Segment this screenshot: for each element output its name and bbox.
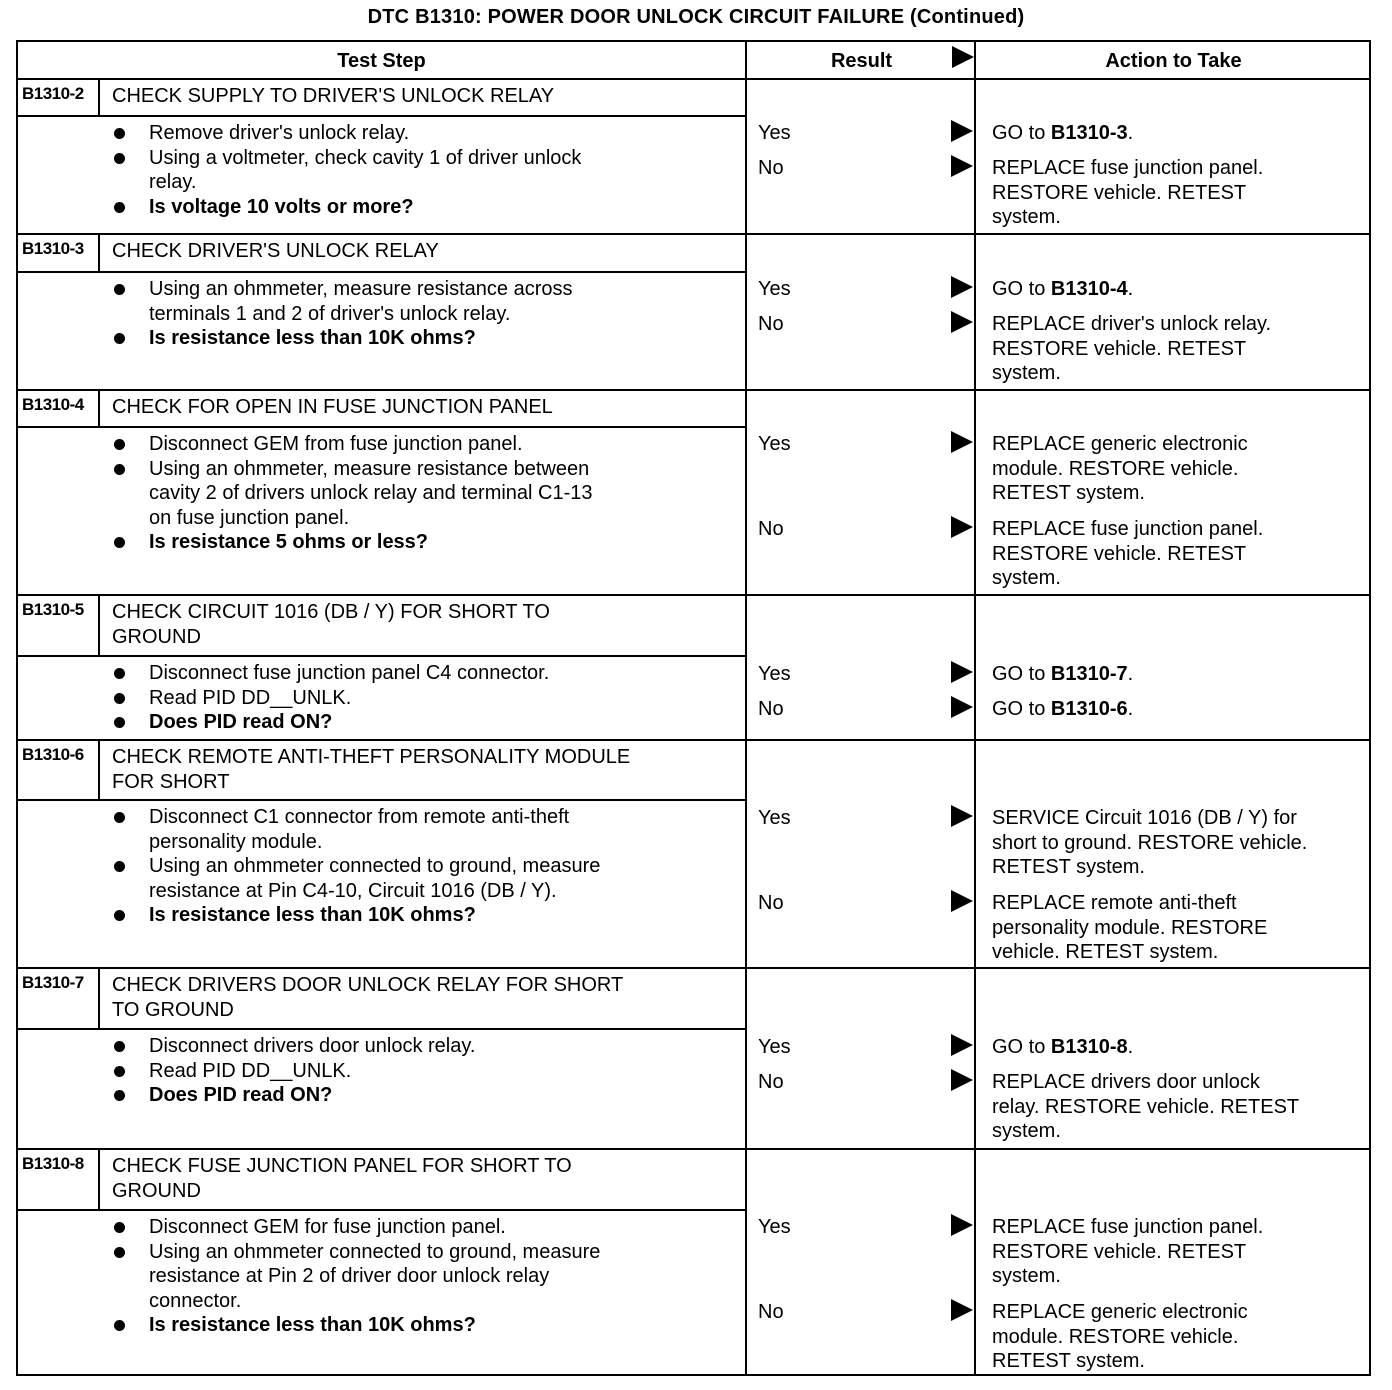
result-no: No [758, 518, 784, 540]
result-arrow-icon [951, 805, 973, 827]
step-divider [18, 233, 1369, 235]
result-yes: Yes [758, 278, 791, 300]
action-text: REPLACE fuse junction panel. [992, 157, 1264, 179]
step-heading: CHECK SUPPLY TO DRIVER'S UNLOCK RELAY [112, 85, 555, 107]
bullet-icon [114, 1041, 125, 1052]
bullet-icon [114, 284, 125, 295]
action-text: module. RESTORE vehicle. [992, 1325, 1239, 1348]
action-goto [992, 697, 1133, 722]
test-question: Is resistance less than 10K ohms? [149, 904, 476, 926]
result-arrow-icon [951, 661, 973, 683]
step-divider [18, 389, 1369, 391]
test-instruction: personality module. [149, 830, 323, 853]
bullet-icon [114, 1066, 125, 1077]
action-step-ref: B1310-3 [1050, 122, 1128, 144]
result-arrow-icon [951, 1299, 973, 1321]
result-yes: Yes [758, 433, 791, 455]
result-yes: Yes [758, 807, 791, 829]
action-text: RESTORE vehicle. RETEST [992, 337, 1247, 360]
step-heading: CHECK FOR OPEN IN FUSE JUNCTION PANEL [112, 396, 553, 418]
bullet-icon [114, 537, 125, 548]
result-no: No [758, 1071, 784, 1093]
test-question: Is resistance less than 10K ohms? [149, 327, 476, 349]
step-heading-divider [18, 655, 745, 657]
step-id-divider [98, 78, 100, 115]
header-divider [18, 78, 1369, 80]
action-goto [992, 277, 1133, 302]
action-text: REPLACE driver's unlock relay. [992, 313, 1272, 335]
bullet-icon [114, 333, 125, 344]
header-action: Action to Take [1105, 50, 1242, 72]
test-instruction: Using an ohmmeter connected to ground, measure [149, 855, 601, 877]
step-id: B1310-8 [22, 1154, 84, 1173]
step-heading: GROUND [112, 625, 201, 648]
header-test-step: Test Step [337, 50, 426, 72]
action-text: REPLACE drivers door unlock [992, 1071, 1260, 1093]
result-no: No [758, 313, 784, 335]
action-text: short to ground. RESTORE vehicle. [992, 831, 1308, 854]
test-question: Is voltage 10 volts or more? [149, 195, 414, 218]
header-arrow-icon [952, 46, 974, 68]
step-id: B1310-3 [22, 239, 84, 258]
action-prefix: GO to [992, 122, 1051, 144]
bullet-icon [114, 464, 125, 475]
step-divider [18, 739, 1369, 741]
step-id: B1310-6 [22, 745, 84, 764]
action-goto [992, 662, 1133, 687]
test-instruction: Using an ohmmeter, measure resistance between [149, 457, 590, 480]
step-id: B1310-4 [22, 395, 84, 414]
result-no: No [758, 157, 784, 179]
action-step-ref: B1310-4 [1050, 278, 1128, 300]
step-id-divider [98, 594, 100, 655]
test-instruction: relay. [149, 171, 197, 193]
action-text: REPLACE fuse junction panel. [992, 518, 1264, 540]
step-divider [18, 967, 1369, 969]
test-instruction: on fuse junction panel. [149, 506, 350, 529]
test-question: Does PID read ON? [149, 711, 333, 733]
action-text: system. [992, 362, 1061, 384]
step-heading: CHECK CIRCUIT 1016 (DB / Y) FOR SHORT TO [112, 601, 550, 623]
test-instruction: Disconnect drivers door unlock relay. [149, 1035, 476, 1057]
bullet-icon [114, 910, 125, 921]
step-heading-divider [18, 426, 745, 428]
test-question: Is resistance 5 ohms or less? [149, 531, 429, 553]
bullet-icon [114, 1222, 125, 1233]
step-heading-divider [18, 115, 745, 117]
step-heading-divider [18, 1209, 745, 1211]
bullet-icon [114, 1090, 125, 1101]
bullet-icon [114, 668, 125, 679]
action-prefix: GO to [992, 1036, 1051, 1058]
test-instruction: connector. [149, 1289, 242, 1312]
step-id-divider [98, 233, 100, 271]
bullet-icon [114, 812, 125, 823]
action-text: relay. RESTORE vehicle. RETEST [992, 1095, 1300, 1118]
step-heading: TO GROUND [112, 998, 234, 1021]
step-heading: FOR SHORT [112, 770, 230, 793]
step-id-divider [98, 739, 100, 799]
result-arrow-icon [951, 1214, 973, 1236]
step-id: B1310-2 [22, 84, 84, 103]
step-heading: GROUND [112, 1179, 201, 1202]
result-column-divider [745, 42, 747, 1376]
result-arrow-icon [951, 155, 973, 177]
action-column-divider [974, 42, 976, 1376]
action-prefix: GO to [992, 698, 1051, 720]
test-instruction: Disconnect C1 connector from remote anti-theft [149, 806, 570, 828]
result-arrow-icon [951, 276, 973, 298]
test-question: Does PID read ON? [149, 1084, 333, 1106]
action-suffix: . [1127, 278, 1134, 300]
action-text: REPLACE remote anti-theft [992, 892, 1237, 914]
step-heading: CHECK FUSE JUNCTION PANEL FOR SHORT TO [112, 1155, 572, 1177]
result-yes: Yes [758, 1216, 791, 1238]
result-arrow-icon [951, 120, 973, 142]
action-text: RESTORE vehicle. RETEST [992, 181, 1247, 204]
test-instruction: terminals 1 and 2 of driver's unlock relay. [149, 302, 511, 325]
bullet-icon [114, 1247, 125, 1258]
action-text: module. RESTORE vehicle. [992, 457, 1239, 480]
action-goto [992, 1035, 1133, 1060]
result-yes: Yes [758, 663, 791, 685]
action-step-ref: B1310-6 [1050, 698, 1128, 720]
action-text: RETEST system. [992, 856, 1145, 878]
action-step-ref: B1310-8 [1050, 1036, 1128, 1058]
bullet-icon [114, 153, 125, 164]
step-id-divider [98, 967, 100, 1028]
step-heading-divider [18, 799, 745, 801]
test-instruction: Using an ohmmeter connected to ground, measure [149, 1240, 601, 1263]
bullet-icon [114, 717, 125, 728]
action-goto [992, 121, 1133, 146]
step-heading: CHECK DRIVER'S UNLOCK RELAY [112, 240, 439, 262]
result-arrow-icon [951, 311, 973, 333]
action-text: system. [992, 567, 1061, 589]
action-step-ref: B1310-7 [1050, 663, 1128, 685]
result-no: No [758, 892, 784, 914]
action-text: vehicle. RETEST system. [992, 941, 1219, 963]
step-id: B1310-7 [22, 973, 84, 992]
header-result: Result [830, 50, 893, 72]
step-heading-divider [18, 1028, 745, 1030]
action-prefix: GO to [992, 278, 1051, 300]
result-arrow-icon [951, 696, 973, 718]
action-text: REPLACE fuse junction panel. [992, 1216, 1264, 1238]
step-id-divider [98, 389, 100, 426]
action-text: RESTORE vehicle. RETEST [992, 1240, 1247, 1263]
bullet-icon [114, 439, 125, 450]
result-yes: Yes [758, 122, 791, 144]
bullet-icon [114, 861, 125, 872]
test-instruction: Using a voltmeter, check cavity 1 of driver unlock [149, 146, 582, 169]
step-id-divider [98, 1148, 100, 1209]
diagnostic-table [16, 40, 1371, 1376]
result-arrow-icon [951, 431, 973, 453]
action-suffix: . [1127, 122, 1134, 144]
action-text: system. [992, 1120, 1061, 1142]
result-arrow-icon [951, 1069, 973, 1091]
test-instruction: resistance at Pin 2 of driver door unlock relay [149, 1265, 550, 1287]
bullet-icon [114, 128, 125, 139]
result-arrow-icon [951, 890, 973, 912]
result-no: No [758, 698, 784, 720]
action-text: system. [992, 206, 1061, 228]
test-question: Is resistance less than 10K ohms? [149, 1314, 476, 1336]
step-id: B1310-5 [22, 600, 84, 619]
result-arrow-icon [951, 1034, 973, 1056]
result-no: No [758, 1301, 784, 1323]
test-instruction: Disconnect GEM from fuse junction panel. [149, 433, 523, 455]
test-instruction: Read PID DD__UNLK. [149, 686, 352, 709]
action-suffix: . [1127, 663, 1134, 685]
test-instruction: Disconnect GEM for fuse junction panel. [149, 1216, 506, 1238]
action-text: RETEST system. [992, 1350, 1145, 1372]
action-text: REPLACE generic electronic [992, 433, 1248, 455]
bullet-icon [114, 693, 125, 704]
bullet-icon [114, 1320, 125, 1331]
action-text: RETEST system. [992, 482, 1145, 504]
action-text: REPLACE generic electronic [992, 1301, 1248, 1323]
test-instruction: Using an ohmmeter, measure resistance across [149, 278, 573, 300]
test-instruction: resistance at Pin C4-10, Circuit 1016 (DB / Y). [149, 879, 557, 902]
action-text: RESTORE vehicle. RETEST [992, 542, 1247, 565]
step-heading-divider [18, 271, 745, 273]
test-instruction: Remove driver's unlock relay. [149, 122, 410, 144]
bullet-icon [114, 202, 125, 213]
step-heading: CHECK REMOTE ANTI-THEFT PERSONALITY MODULE [112, 746, 631, 768]
action-text: personality module. RESTORE [992, 916, 1268, 939]
step-divider [18, 1148, 1369, 1150]
step-heading: CHECK DRIVERS DOOR UNLOCK RELAY FOR SHORT [112, 974, 624, 996]
action-text: SERVICE Circuit 1016 (DB / Y) for [992, 807, 1297, 829]
result-yes: Yes [758, 1036, 791, 1058]
test-instruction: Disconnect fuse junction panel C4 connector. [149, 662, 550, 684]
test-instruction: cavity 2 of drivers unlock relay and terminal C1-13 [149, 482, 593, 504]
action-suffix: . [1127, 698, 1134, 720]
action-prefix: GO to [992, 663, 1051, 685]
action-text: system. [992, 1265, 1061, 1287]
test-instruction: Read PID DD__UNLK. [149, 1059, 352, 1082]
page-title: DTC B1310: POWER DOOR UNLOCK CIRCUIT FAILURE (Continued) [367, 6, 1025, 28]
step-divider [18, 594, 1369, 596]
action-suffix: . [1127, 1036, 1134, 1058]
result-arrow-icon [951, 516, 973, 538]
